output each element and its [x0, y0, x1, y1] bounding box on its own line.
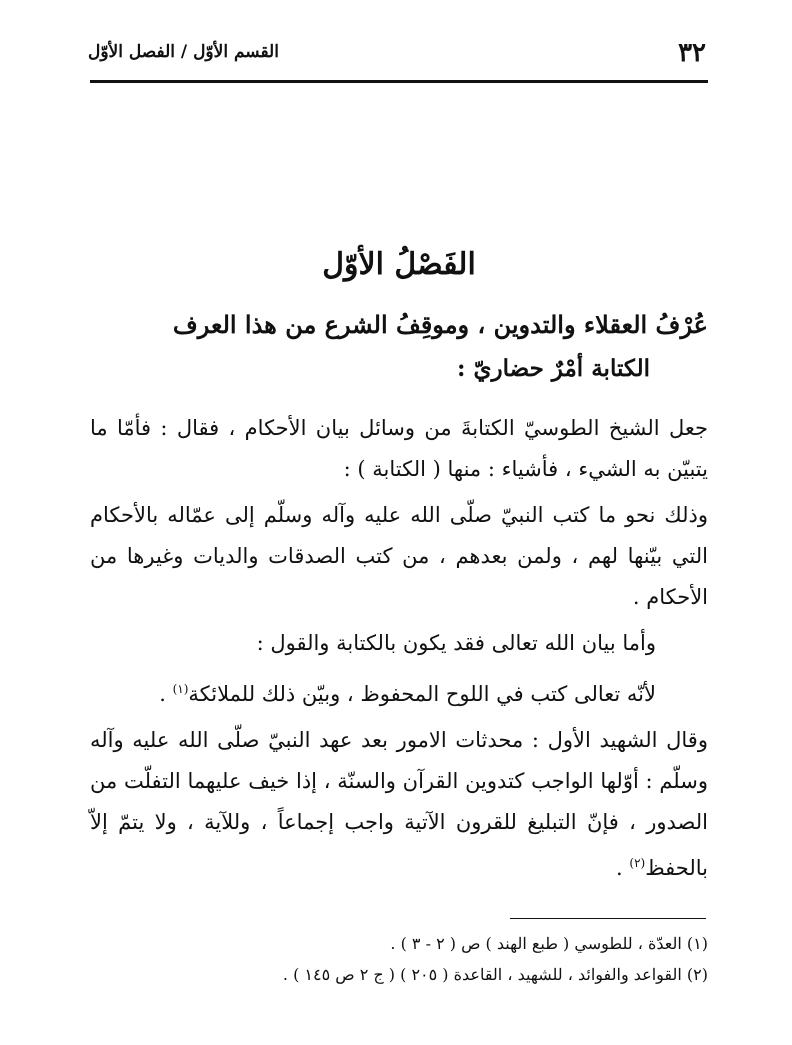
footnote-ref-1[interactable]: (١) — [172, 682, 189, 696]
paragraph-5-text: وقال الشهيد الأول : محدثات الامور بعد عهد النبيّ صلّى الله عليه وآله وسلّم : أوّلها الواجب كتدوين القرآن والسنّة ، إذا خيف عليهما التفلّت من الصدور ، فإنّ التبليغ للقرون الآتية واجب إجماعاً ، وللآية ، ولا يتمّ إلاّ بالحفظ — [90, 728, 708, 880]
page-number: ٣٢ — [678, 38, 706, 68]
paragraph-4-text: لأنّه تعالى كتب في اللوح المحفوظ ، وبيّن ذلك للملائكة — [188, 682, 656, 706]
page-header — [88, 38, 708, 78]
header-rule — [90, 80, 708, 83]
footnote-rule — [510, 918, 706, 919]
paragraph-4 — [90, 669, 708, 715]
footnote-ref-2[interactable]: (٢) — [629, 856, 646, 870]
paragraph-4-end: . — [159, 682, 173, 706]
footnote-1: (١) العدّة ، للطوسي ( طبع الهند ) ص ( ٢ - ٣ ) . — [390, 934, 708, 953]
paragraph-3: وأما بيان الله تعالى فقد يكون بالكتابة والقول : — [256, 631, 656, 655]
running-title: القسم الأوّل / الفصل الأوّل — [88, 42, 279, 62]
chapter-title: الفَصْلُ الأوّل — [322, 247, 476, 282]
chapter-subtitle: عُرْفُ العقلاء والتدوين ، وموقِفُ الشرع من هذا العرف — [172, 310, 708, 339]
paragraph-5 — [90, 720, 708, 889]
paragraph-1: جعل الشيخ الطوسيّ الكتابةَ من وسائل بيان الأحكام ، فقال : فأمّا ما يتبيّن به الشيء ، فأشياء : منها ( الكتابة ) : — [90, 416, 708, 481]
paragraph-5-end: . — [616, 856, 630, 880]
section-heading: الكتابة أمْرٌ حضاريّ : — [457, 355, 650, 382]
paragraph-2: وذلك نحو ما كتب النبيّ صلّى الله عليه وآله وسلّم إلى عمّاله بالأحكام التي بيّنها لهم ، ولمن بعدهم ، من كتب الصدقات والديات وغيرها من الأحكام . — [90, 503, 708, 609]
footnotes — [90, 928, 708, 990]
body-text — [90, 408, 708, 894]
footnote-2: (٢) القواعد والفوائد ، للشهيد ، القاعدة ( ٢٠٥ ) ( ج ٢ ص ١٤٥ ) . — [282, 965, 708, 984]
